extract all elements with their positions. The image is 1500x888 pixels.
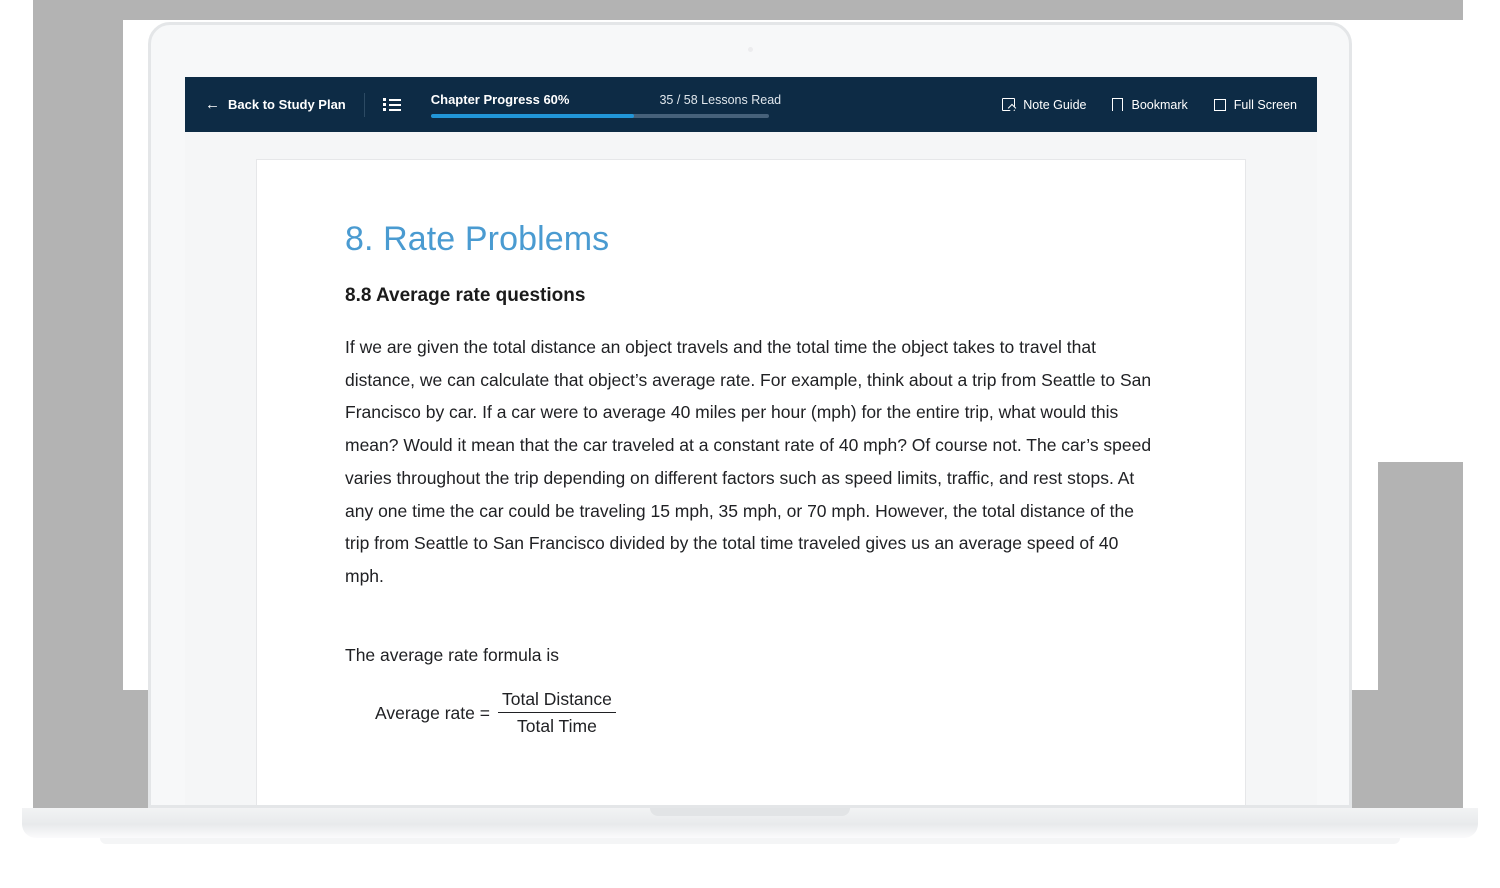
list-view-icon[interactable]: [383, 98, 401, 111]
bookmark-icon: [1112, 98, 1123, 111]
note-icon: [1002, 98, 1015, 111]
chapter-progress-label: Chapter Progress 60%: [430, 91, 570, 107]
arrow-left-icon: ←: [205, 96, 220, 113]
formula-numerator: Total Distance: [498, 689, 616, 713]
formula-label: Average rate =: [375, 702, 490, 723]
webcam-icon: [748, 47, 753, 52]
laptop-notch: [650, 808, 850, 816]
formula-denominator: Total Time: [517, 716, 597, 737]
back-to-study-plan-label: Back to Study Plan: [228, 97, 346, 112]
background-block-top: [33, 0, 1463, 20]
full-screen-label: Full Screen: [1233, 97, 1297, 112]
laptop-base: [22, 808, 1478, 838]
note-guide-label: Note Guide: [1023, 97, 1087, 112]
page-title: 8. Rate Problems: [345, 220, 610, 258]
lesson-card: [256, 159, 1246, 808]
section-title: 8.8 Average rate questions: [345, 285, 586, 306]
full-screen-button[interactable]: [1214, 98, 1297, 112]
bookmark-button[interactable]: [1112, 98, 1187, 112]
formula-fraction: [498, 689, 616, 737]
chapter-progress: [431, 92, 781, 118]
lesson-content-area: [185, 132, 1317, 808]
lesson-paragraph: If we are given the total distance an object travels and the total time the object takes to travel that distance, we can calculate that object’s average rate. For example, think about a trip from Seattle to San Francisco by car. If a car were to average 40 miles per hour (mph) for the entire trip, what would this mean? Would it mean that the car traveled at a constant rate of 40 mph? Of course not. The car’s speed varies throughout the trip depending on different factors such as speed limits, traffic, and rest stops. At any one time the car could be traveling 15 mph, 35 mph, or 70 mph. However, the total distance of the trip from Seattle to San Francisco divided by the total time traveled gives us an average speed of 40 mph.: [345, 337, 1152, 587]
app-screen: [185, 77, 1317, 808]
progress-bar-fill: [431, 114, 634, 118]
topbar-actions: [1002, 98, 1297, 112]
top-navigation-bar: [185, 77, 1317, 132]
lessons-read-label: 35 / 58 Lessons Read: [659, 92, 782, 107]
background-block-left: [33, 0, 123, 700]
laptop-frame: [148, 22, 1352, 808]
toolbar-divider: [364, 93, 365, 117]
formula-lead-text: The average rate formula is: [345, 644, 559, 665]
back-to-study-plan-button[interactable]: [205, 97, 346, 112]
fullscreen-icon: [1214, 99, 1226, 111]
bookmark-label: Bookmark: [1131, 97, 1188, 112]
note-guide-button[interactable]: [1002, 98, 1086, 112]
average-rate-formula: [345, 689, 1157, 737]
laptop-foot: [100, 838, 1400, 844]
progress-bar-track: [431, 114, 769, 118]
